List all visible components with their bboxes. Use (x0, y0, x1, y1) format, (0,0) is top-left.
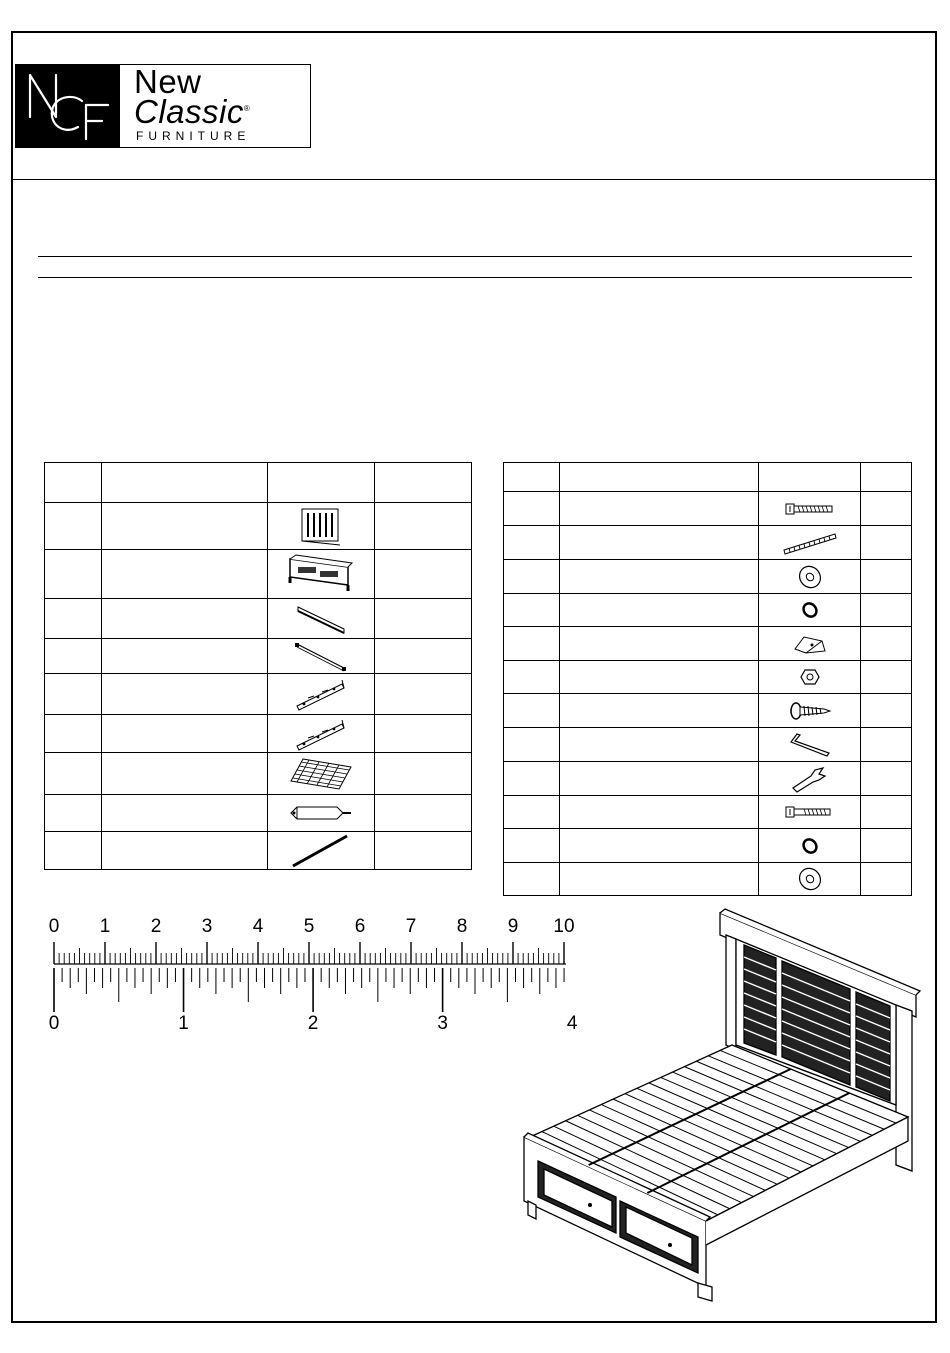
small-lock-washer-icon (759, 829, 861, 863)
hex-nut-icon (759, 661, 861, 694)
right-bracket-rail-icon (268, 715, 375, 753)
inch-label: 0 (48, 1013, 60, 1034)
left-bracket-rail-icon (268, 674, 375, 715)
cm-label: 1 (99, 916, 111, 937)
table-row (45, 599, 472, 639)
table-row (45, 753, 472, 795)
cm-label: 10 (553, 916, 575, 937)
cm-label: 0 (48, 916, 60, 937)
table-row (504, 526, 912, 560)
inch-label: 3 (437, 1013, 448, 1034)
inch-labels (49, 1013, 578, 1034)
table-row (45, 795, 472, 832)
wood-screw-icon (759, 694, 861, 728)
side-rail-icon (268, 599, 375, 639)
center-leg-icon (268, 795, 375, 832)
threaded-rod-icon (759, 526, 861, 560)
table-row (45, 674, 472, 715)
flat-washer-icon (759, 560, 861, 594)
cm-label: 9 (507, 916, 519, 937)
logo-word-classic (134, 93, 250, 131)
table-row (504, 728, 912, 762)
table-row (45, 503, 472, 550)
cm-label: 7 (405, 916, 417, 937)
wrench-icon (759, 762, 861, 796)
table-row (45, 715, 472, 753)
table-row (45, 832, 472, 870)
cm-scale (54, 942, 566, 964)
logo-word-new: New (134, 63, 202, 100)
table-row (504, 762, 912, 796)
center-rail-icon (268, 639, 375, 674)
inch-label: 4 (566, 1013, 578, 1034)
long-bolt-icon (759, 492, 861, 526)
table-row (45, 550, 472, 599)
title-rule-bottom (38, 277, 912, 278)
parts-table (44, 462, 472, 870)
table-row (45, 639, 472, 674)
inch-label: 1 (178, 1013, 189, 1034)
cm-label: 4 (252, 916, 264, 937)
inch-label: 2 (307, 1013, 319, 1034)
header-divider (11, 179, 937, 180)
measuring-ruler (40, 910, 585, 1035)
ncf-monogram (16, 65, 120, 147)
cm-label: 5 (303, 916, 315, 937)
allen-key-icon (759, 728, 861, 762)
slat-roll-icon (268, 753, 375, 795)
hardware-table (503, 462, 912, 896)
cm-label: 8 (456, 916, 468, 937)
inch-scale (54, 968, 564, 1012)
table-row (504, 594, 912, 627)
table-row (504, 863, 912, 896)
assembled-bed-illustration (520, 905, 932, 1305)
short-bolt-icon (759, 796, 861, 829)
logo-word-furniture: FURNITURE (136, 129, 251, 143)
registered-mark: ® (243, 104, 251, 113)
table-row (504, 796, 912, 829)
support-bar-icon (268, 832, 375, 870)
cm-label: 3 (201, 916, 213, 937)
cm-labels (49, 916, 575, 937)
storage-footboard-icon (268, 550, 375, 599)
table-row (504, 492, 912, 526)
headboard-icon (268, 503, 375, 550)
table-row (504, 829, 912, 863)
table-row (504, 661, 912, 694)
logo-classic-text: Classic (134, 93, 244, 130)
cm-label: 2 (150, 916, 162, 937)
title-rule-top (38, 256, 912, 257)
lock-washer-icon (759, 594, 861, 627)
brand-logo (15, 64, 311, 148)
wedge-block-icon (759, 627, 861, 661)
table-row (504, 627, 912, 661)
hardware-header-row (504, 463, 912, 492)
table-row (504, 560, 912, 594)
large-flat-washer-icon (759, 863, 861, 896)
table-row (504, 694, 912, 728)
parts-header-row (45, 463, 472, 503)
cm-label: 6 (354, 916, 366, 937)
